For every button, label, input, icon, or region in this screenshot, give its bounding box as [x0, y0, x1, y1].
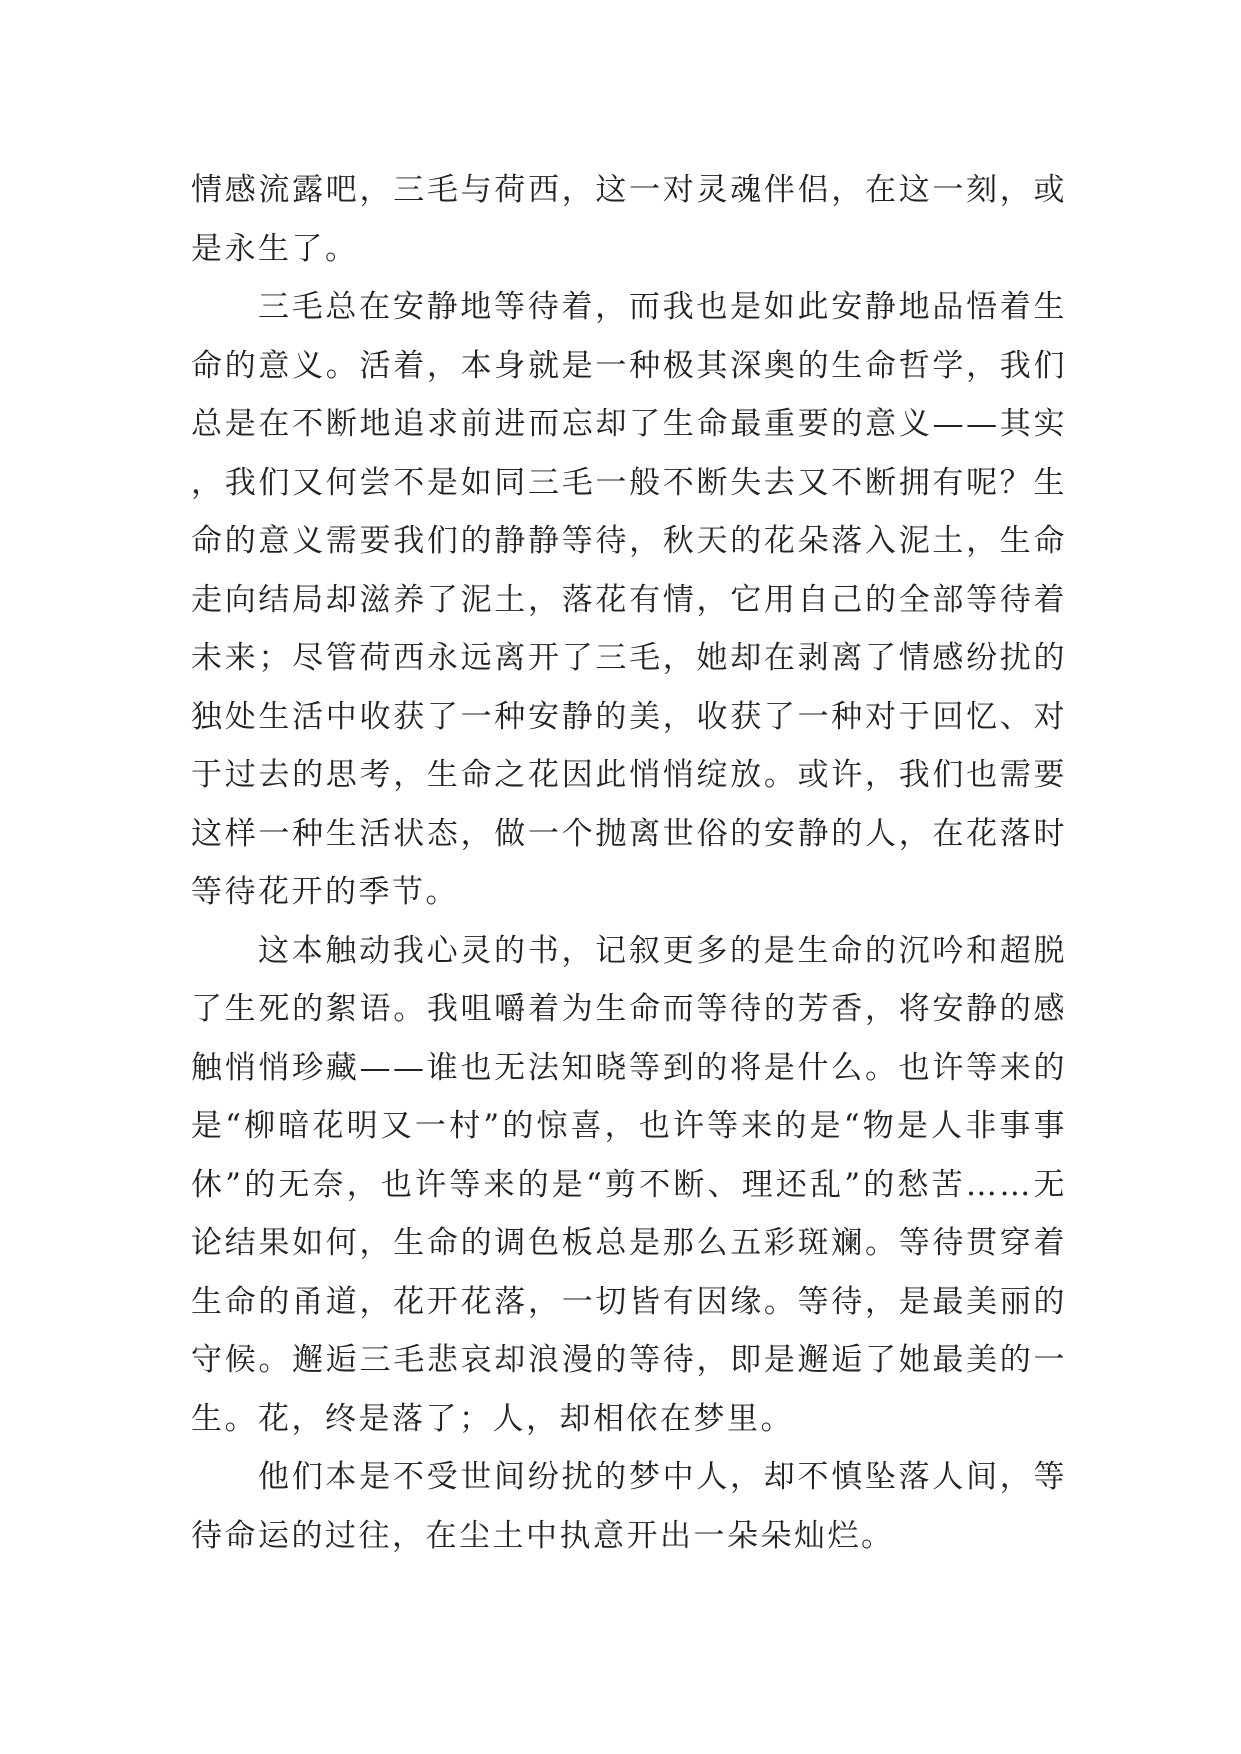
body-text — [191, 161, 1067, 1565]
paragraph-1: 情感流露吧，三毛与荷西，这一对灵魂伴侣，在这一刻，或是永生了。 — [191, 172, 1067, 267]
paragraph-4: 他们本是不受世间纷扰的梦中人，却不慎坠落人间，等待命运的过往，在尘土中执意开出一朵朵灿烂。 — [191, 1459, 1067, 1554]
paragraph-2: 三毛总在安静地等待着，而我也是如此安静地品悟着生命的意义。活着，本身就是一种极其深奥的生命哲学，我们总是在不断地追求前进而忘却了生命最重要的意义——其实，我们又何尝不是如同三毛一般不断失去又不断拥有呢？生命的意义需要我们的静静等待，秋天的花朵落入泥土，生命走向结局却滋养了泥土，落花有情，它用自己的全部等待着未来；尽管荷西永远离开了三毛，她却在剥离了情感纷扰的独处生活中收获了一种安静的美，收获了一种对于回忆、对于过去的思考，生命之花因此悄悄绽放。或许，我们也需要这样一种生活状态，做一个抛离世俗的安静的人，在花落时等待花开的季节。 — [191, 289, 1067, 910]
paragraph-3: 这本触动我心灵的书，记叙更多的是生命的沉吟和超脱了生死的絮语。我咀嚼着为生命而等待的芳香，将安静的感触悄悄珍藏——谁也无法知晓等到的将是什么。也许等来的是“柳暗花明又一村”的惊喜，也许等来的是“物是人非事事休”的无奈，也许等来的是“剪不断、理还乱”的愁苦……无论结果如何，生命的调色板总是那么五彩斑斓。等待贯穿着生命的甬道，花开花落，一切皆有因缘。等待，是最美丽的守候。邂逅三毛悲哀却浪漫的等待，即是邂逅了她最美的一生。花，终是落了；人，却相依在梦里。 — [191, 932, 1067, 1437]
